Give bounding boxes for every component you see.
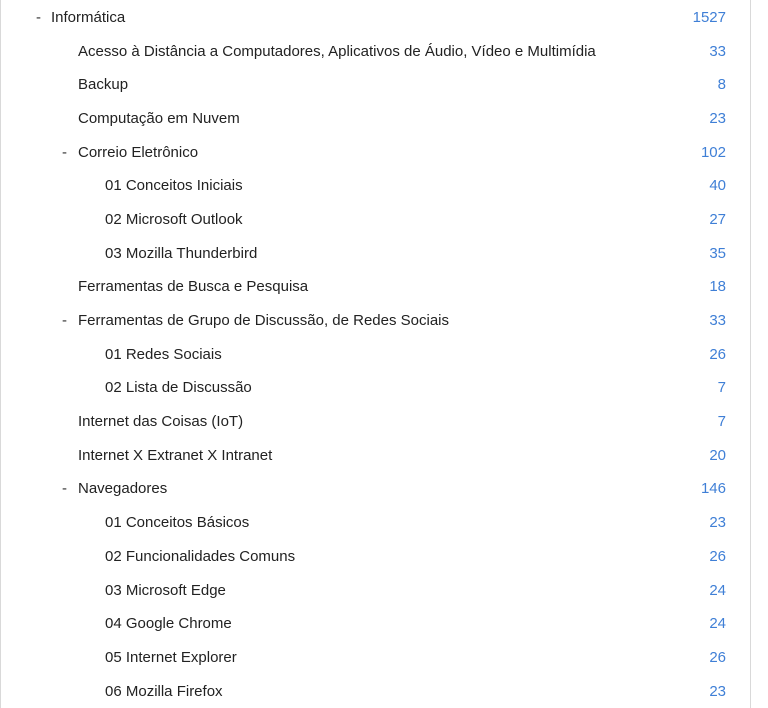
tree-item-label[interactable]: 02 Microsoft Outlook xyxy=(105,210,243,228)
tree-root-label[interactable]: Informática xyxy=(51,8,126,26)
tree-item-row[interactable] xyxy=(1,35,752,69)
tree-item-count: 26 xyxy=(709,345,726,363)
tree-item-row[interactable] xyxy=(1,304,752,338)
tree-item-count: 8 xyxy=(717,76,726,94)
tree-item-row[interactable] xyxy=(1,338,752,372)
tree-item-count: 33 xyxy=(709,312,726,330)
tree-item-row[interactable] xyxy=(1,372,752,406)
tree-item-count: 146 xyxy=(700,480,726,498)
tree-item-row[interactable] xyxy=(1,607,752,641)
tree-item-label[interactable]: 06 Mozilla Firefox xyxy=(105,682,223,700)
tree-item-row[interactable] xyxy=(1,473,752,507)
tree-item-count: 7 xyxy=(717,379,726,397)
tree-item-label[interactable]: Ferramentas de Grupo de Discussão, de Redes Sociais xyxy=(78,312,450,330)
tree-item-count: 33 xyxy=(709,42,726,60)
tree-item-row[interactable] xyxy=(1,540,752,574)
tree-item-row[interactable] xyxy=(1,237,752,271)
tree-root-count: 1527 xyxy=(692,8,726,26)
tree-item-label[interactable]: 03 Mozilla Thunderbird xyxy=(105,244,258,262)
tree-item-row[interactable] xyxy=(1,675,752,708)
tree-item-label[interactable]: 01 Conceitos Iniciais xyxy=(105,177,243,195)
tree-item-row[interactable] xyxy=(1,271,752,305)
tree-item-count: 20 xyxy=(709,446,726,464)
tree-item-row[interactable] xyxy=(1,439,752,473)
tree-item-label[interactable]: Correio Eletrônico xyxy=(78,143,199,161)
tree-item-count: 26 xyxy=(709,547,726,565)
tree-item-label[interactable]: 02 Funcionalidades Comuns xyxy=(105,547,296,565)
tree-item-row[interactable] xyxy=(1,574,752,608)
tree-item-label[interactable]: Backup xyxy=(78,76,129,94)
tree-item-row[interactable] xyxy=(1,136,752,170)
tree-item-label[interactable]: 03 Microsoft Edge xyxy=(105,581,226,599)
tree-item-label[interactable]: 05 Internet Explorer xyxy=(105,648,237,666)
tree-item-count: 102 xyxy=(700,143,726,161)
collapse-toggle[interactable]: - xyxy=(36,8,41,26)
tree-item-label[interactable]: Navegadores xyxy=(78,480,168,498)
collapse-toggle[interactable]: - xyxy=(62,480,67,498)
tree-item-count: 18 xyxy=(709,278,726,296)
tree-item-count: 40 xyxy=(709,177,726,195)
tree-root-row[interactable] xyxy=(1,1,752,35)
tree-item-row[interactable] xyxy=(1,169,752,203)
tree-item-label[interactable]: Ferramentas de Busca e Pesquisa xyxy=(78,278,309,296)
tree-item-count: 24 xyxy=(709,581,726,599)
tree-item-label[interactable]: 01 Conceitos Básicos xyxy=(105,514,250,532)
tree-item-row[interactable] xyxy=(1,203,752,237)
tree-item-label[interactable]: Internet X Extranet X Intranet xyxy=(78,446,273,464)
tree-item-count: 23 xyxy=(709,109,726,127)
tree-item-count: 23 xyxy=(709,514,726,532)
tree-item-row[interactable] xyxy=(1,641,752,675)
tree-item-label[interactable]: 04 Google Chrome xyxy=(105,615,232,633)
tree-item-count: 27 xyxy=(709,210,726,228)
collapse-toggle[interactable]: - xyxy=(62,143,67,161)
tree-item-label[interactable]: 01 Redes Sociais xyxy=(105,345,222,363)
tree-item-row[interactable] xyxy=(1,68,752,102)
collapse-toggle[interactable]: - xyxy=(62,312,67,330)
tree-item-row[interactable] xyxy=(1,506,752,540)
tree-item-count: 35 xyxy=(709,244,726,262)
tree-item-label[interactable]: 02 Lista de Discussão xyxy=(105,379,252,397)
tree-item-label[interactable]: Acesso à Distância a Computadores, Aplicativos de Áudio, Vídeo e Multimídia xyxy=(78,42,596,60)
tree-item-count: 23 xyxy=(709,682,726,700)
tree-item-count: 7 xyxy=(717,413,726,431)
tree-item-count: 24 xyxy=(709,615,726,633)
tree-item-count: 26 xyxy=(709,648,726,666)
tree-item-label[interactable]: Internet das Coisas (IoT) xyxy=(78,413,244,431)
tree-item-row[interactable] xyxy=(1,405,752,439)
tree-item-label[interactable]: Computação em Nuvem xyxy=(78,109,240,127)
subject-tree xyxy=(1,1,752,708)
tree-item-row[interactable] xyxy=(1,102,752,136)
